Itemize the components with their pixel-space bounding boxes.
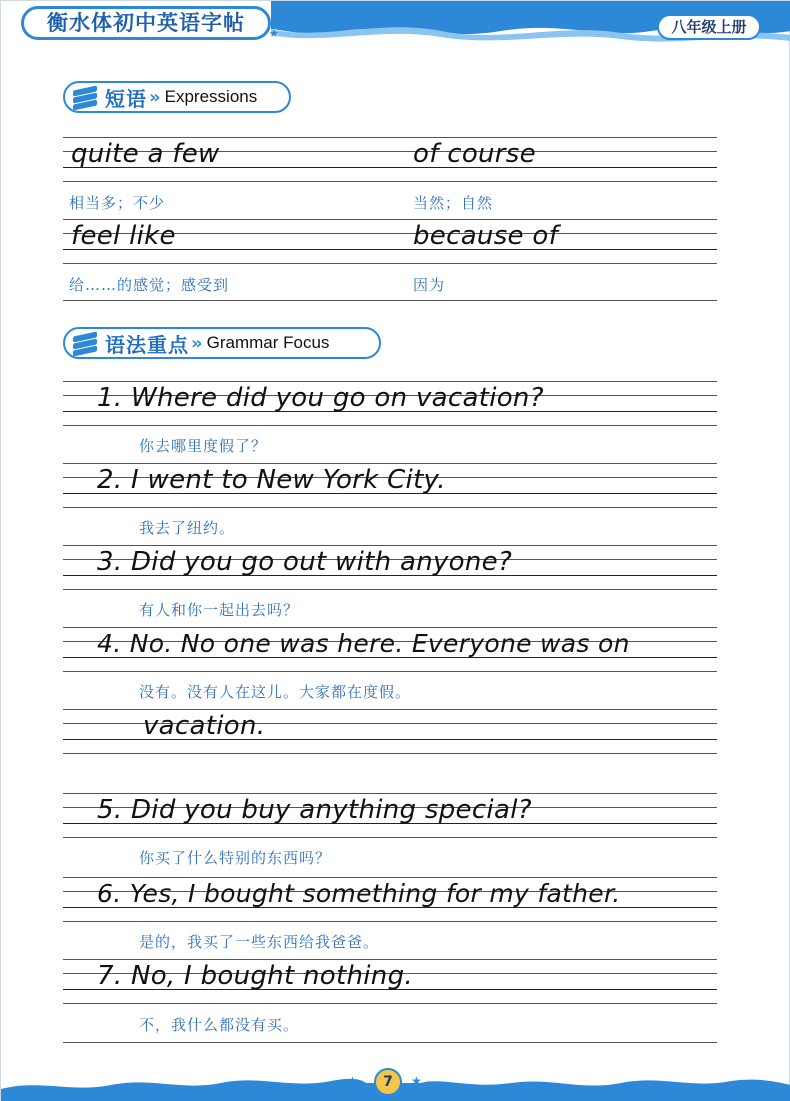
grammar-sentence-en: 7. No, I bought nothing.	[97, 961, 413, 991]
grammar-sentence-cn: 不，我什么都没有买。	[139, 1016, 300, 1034]
section-title-cn: 语法重点	[105, 332, 189, 357]
rule-line	[63, 463, 717, 464]
grammar-sentence-en: 3. Did you go out with anyone?	[97, 547, 513, 577]
rule-line	[63, 137, 717, 138]
grammar-sentence-cn: 你去哪里度假了？	[139, 437, 268, 455]
rule-line	[63, 263, 717, 264]
books-icon	[73, 85, 99, 109]
expression-cn: 当然；自然	[413, 194, 494, 212]
rule-line	[63, 425, 717, 426]
grammar-sentence-cn: 我去了纽约。	[139, 519, 236, 537]
book-title: 衡水体初中英语字帖	[21, 6, 271, 40]
grammar-sentence-cn: 有人和你一起出去吗？	[139, 601, 300, 619]
section-header-grammar	[63, 327, 381, 359]
expression-en: feel like	[71, 221, 176, 251]
double-chevron-icon: »	[149, 86, 161, 108]
rule-line	[63, 507, 717, 508]
star-icon: ★	[269, 27, 279, 40]
star-icon: ★	[411, 1074, 422, 1088]
rule-line	[63, 219, 717, 220]
rule-line	[63, 671, 717, 672]
star-icon: ★	[283, 21, 291, 30]
double-chevron-icon: »	[191, 332, 203, 354]
expression-cn: 相当多；不少	[69, 194, 166, 212]
star-icon: ★	[347, 1074, 358, 1088]
rule-line	[63, 921, 717, 922]
rule-line	[63, 181, 717, 182]
section-title-cn: 短语	[105, 86, 147, 111]
grade-label: 八年级上册	[657, 14, 761, 40]
rule-line	[63, 545, 717, 546]
grammar-sentence-cn: 你买了什么特别的东西吗？	[139, 849, 332, 867]
rule-line	[63, 753, 717, 754]
rule-line	[63, 589, 717, 590]
rule-line	[63, 877, 717, 878]
grammar-sentence-cn: 没有。没有人在这儿。大家都在度假。	[139, 683, 412, 701]
grammar-sentence-en: vacation.	[143, 711, 266, 741]
grammar-sentence-en: 1. Where did you go on vacation?	[97, 383, 544, 413]
expression-en: quite a few	[71, 139, 220, 169]
books-icon	[73, 331, 99, 355]
expression-cn: 给……的感觉；感受到	[69, 276, 230, 294]
section-header-expressions	[63, 81, 291, 113]
grammar-sentence-en: 5. Did you buy anything special?	[97, 795, 532, 825]
star-icon: ★	[425, 1079, 433, 1088]
rule-line	[63, 300, 717, 301]
rule-line	[63, 1003, 717, 1004]
rule-line	[63, 837, 717, 838]
rule-line	[63, 1042, 717, 1043]
expression-en: because of	[413, 221, 559, 251]
grammar-sentence-cn: 是的，我买了一些东西给我爸爸。	[139, 933, 380, 951]
rule-line	[63, 793, 717, 794]
rule-line	[63, 627, 717, 628]
section-title-en: Grammar Focus	[206, 333, 330, 352]
rule-line	[63, 709, 717, 710]
expression-cn: 因为	[413, 276, 446, 294]
rule-line	[63, 381, 717, 382]
expression-en: of course	[413, 139, 536, 169]
page-number: 7	[374, 1068, 402, 1096]
section-title-en: Expressions	[164, 87, 258, 106]
grammar-sentence-en: 4. No. No one was here. Everyone was on	[97, 629, 630, 658]
grammar-sentence-en: 6. Yes, I bought something for my father.	[97, 879, 621, 908]
rule-line	[63, 959, 717, 960]
star-icon: ★	[359, 1079, 367, 1088]
grammar-sentence-en: 2. I went to New York City.	[97, 465, 446, 495]
